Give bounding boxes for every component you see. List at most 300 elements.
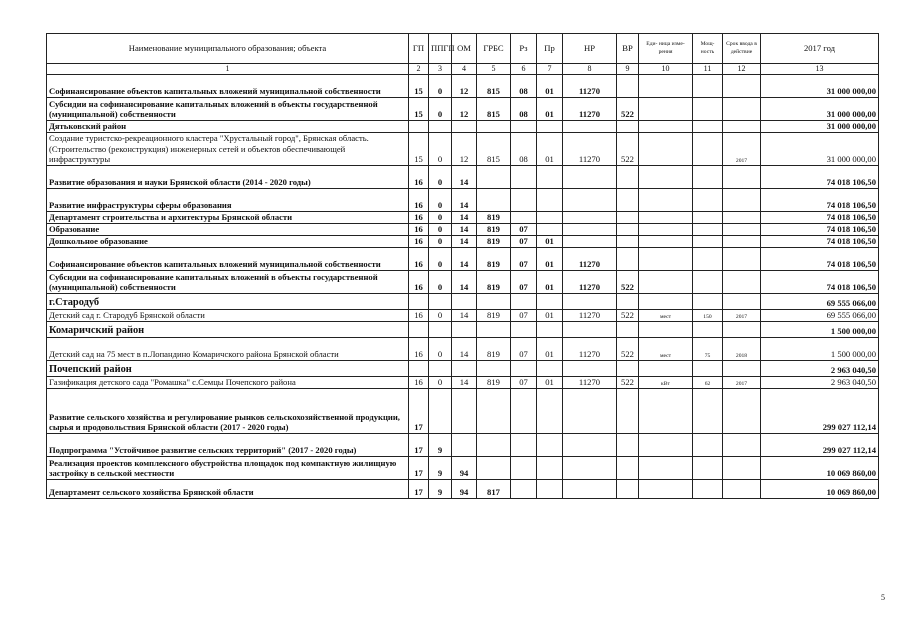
cell-grbs [477,322,511,338]
cell-pr [537,480,563,499]
cell-pr: 01 [537,310,563,322]
table-row [47,133,879,166]
row-name: Развитие сельского хозяйства и регулирование рынков сельскохозяйственной продукции, сырья и продовольствия Брянской области (2017 - 2020 годы) [47,389,409,434]
cell-power: 75 [693,338,723,361]
cell-vr [617,248,639,271]
cell-term [723,361,761,377]
cell-power [693,236,723,248]
header-pr: Пр [537,34,563,64]
cell-om: 14 [452,166,477,189]
cell-vr: 522 [617,377,639,389]
cell-om: 12 [452,75,477,98]
cell-pr [537,389,563,434]
row-name: Реализация проектов комплексного обустройства площадок под компактную жилищную застройку в сельской местности [47,457,409,480]
cell-unit [639,212,693,224]
cell-unit: кВт [639,377,693,389]
cell-np: 11270 [563,75,617,98]
cell-power [693,271,723,294]
cell-np [563,361,617,377]
cell-ppgp: 9 [429,434,452,457]
table-row [47,212,879,224]
cell-grbs: 815 [477,75,511,98]
row-name: Софинансирование объектов капитальных вложений муниципальной собственности [47,75,409,98]
table-row [47,98,879,121]
row-name: Дошкольное образование [47,236,409,248]
row-name: Детский сад на 75 мест в п.Лопандино Комаричского района Брянской области [47,338,409,361]
cell-om [452,361,477,377]
cell-np [563,389,617,434]
cell-grbs [477,121,511,133]
cell-ppgp: 0 [429,338,452,361]
cell-term: 2017 [723,133,761,166]
cell-power: 62 [693,377,723,389]
cell-pr [537,189,563,212]
cell-np [563,480,617,499]
cell-grbs [477,189,511,212]
cell-ppgp: 0 [429,166,452,189]
cell-om [452,121,477,133]
cell-amount: 31 000 000,00 [761,133,879,166]
cell-term: 2017 [723,310,761,322]
cell-ppgp: 0 [429,271,452,294]
cell-np [563,434,617,457]
cell-vr [617,480,639,499]
table-row [47,236,879,248]
cell-vr [617,294,639,310]
cell-amount: 31 000 000,00 [761,98,879,121]
table-row [47,480,879,499]
cell-amount: 74 018 106,50 [761,248,879,271]
cell-gp: 16 [409,377,429,389]
column-number: 8 [563,64,617,75]
column-number: 10 [639,64,693,75]
cell-rz: 07 [511,271,537,294]
cell-pr [537,121,563,133]
header-gp: ГП [409,34,429,64]
cell-unit: мест [639,338,693,361]
cell-vr [617,212,639,224]
table-row [47,389,879,434]
cell-gp [409,322,429,338]
cell-power [693,212,723,224]
cell-ppgp: 9 [429,457,452,480]
cell-rz: 07 [511,248,537,271]
cell-unit [639,166,693,189]
cell-vr [617,434,639,457]
cell-power [693,121,723,133]
cell-gp: 16 [409,224,429,236]
cell-grbs: 819 [477,377,511,389]
cell-gp: 17 [409,434,429,457]
cell-power [693,434,723,457]
cell-term [723,248,761,271]
column-number: 11 [693,64,723,75]
column-number-row [47,64,879,75]
cell-amount: 74 018 106,50 [761,224,879,236]
cell-power [693,98,723,121]
cell-om [452,389,477,434]
cell-gp: 15 [409,133,429,166]
cell-grbs: 819 [477,338,511,361]
cell-unit [639,389,693,434]
table-row [47,271,879,294]
table-row [47,248,879,271]
page-number: 5 [881,593,885,602]
header-year: 2017 год [761,34,879,64]
cell-vr: 522 [617,271,639,294]
cell-ppgp [429,322,452,338]
table-header-row [47,34,879,64]
cell-unit [639,322,693,338]
cell-rz [511,166,537,189]
cell-vr [617,236,639,248]
cell-term [723,75,761,98]
cell-vr [617,457,639,480]
cell-vr [617,389,639,434]
row-name: Субсидии на софинансирование капитальных вложений в объекты государственной (муниципальной) собственности [47,98,409,121]
cell-amount: 69 555 066,00 [761,310,879,322]
cell-vr: 522 [617,98,639,121]
cell-amount: 2 963 040,50 [761,361,879,377]
cell-rz [511,389,537,434]
cell-om: 14 [452,271,477,294]
cell-pr: 01 [537,75,563,98]
column-number: 12 [723,64,761,75]
cell-power [693,480,723,499]
cell-term: 2018 [723,338,761,361]
cell-gp [409,361,429,377]
cell-power [693,166,723,189]
cell-power [693,294,723,310]
row-name: Комаричский район [47,322,409,338]
table-row [47,361,879,377]
cell-rz: 07 [511,310,537,322]
column-number: 9 [617,64,639,75]
cell-ppgp: 0 [429,133,452,166]
cell-np [563,236,617,248]
row-name: Детский сад г. Стародуб Брянской области [47,310,409,322]
table-row [47,457,879,480]
cell-pr: 01 [537,377,563,389]
cell-term [723,457,761,480]
cell-gp [409,121,429,133]
table-row [47,166,879,189]
cell-gp: 16 [409,166,429,189]
column-number: 7 [537,64,563,75]
table-row [47,294,879,310]
cell-pr: 01 [537,236,563,248]
row-name: Развитие образования и науки Брянской области (2014 - 2020 годы) [47,166,409,189]
cell-term [723,294,761,310]
cell-term [723,322,761,338]
cell-rz [511,322,537,338]
table-row [47,75,879,98]
table-row [47,224,879,236]
cell-np [563,212,617,224]
cell-ppgp: 0 [429,75,452,98]
cell-ppgp: 9 [429,480,452,499]
cell-grbs: 819 [477,224,511,236]
cell-om [452,322,477,338]
cell-om: 14 [452,310,477,322]
cell-gp: 16 [409,212,429,224]
cell-grbs: 819 [477,310,511,322]
cell-unit [639,75,693,98]
header-term: Срок ввода в действие [723,34,761,64]
cell-rz [511,361,537,377]
cell-om: 12 [452,98,477,121]
row-name: Дятьковский район [47,121,409,133]
table-row [47,322,879,338]
header-np: НР [563,34,617,64]
cell-np [563,224,617,236]
cell-grbs: 817 [477,480,511,499]
cell-rz: 07 [511,377,537,389]
column-number: 1 [47,64,409,75]
cell-unit [639,480,693,499]
cell-rz: 07 [511,236,537,248]
cell-power [693,322,723,338]
cell-power [693,224,723,236]
cell-vr: 522 [617,133,639,166]
row-name: Департамент строительства и архитектуры Брянской области [47,212,409,224]
cell-vr [617,361,639,377]
cell-amount: 299 027 112,14 [761,434,879,457]
cell-power [693,133,723,166]
cell-term [723,434,761,457]
cell-np: 11270 [563,310,617,322]
cell-pr [537,457,563,480]
cell-gp: 17 [409,457,429,480]
cell-unit [639,434,693,457]
cell-amount: 10 069 860,00 [761,480,879,499]
cell-rz: 07 [511,338,537,361]
cell-power [693,189,723,212]
cell-unit [639,271,693,294]
cell-gp: 16 [409,248,429,271]
cell-term [723,121,761,133]
cell-np: 11270 [563,338,617,361]
cell-amount: 74 018 106,50 [761,166,879,189]
cell-unit [639,224,693,236]
cell-amount: 74 018 106,50 [761,212,879,224]
column-number: 4 [452,64,477,75]
cell-term [723,212,761,224]
cell-pr: 01 [537,271,563,294]
cell-amount: 74 018 106,50 [761,189,879,212]
cell-rz [511,480,537,499]
header-ppgp: ППГП [429,34,452,64]
cell-pr [537,322,563,338]
cell-unit [639,457,693,480]
header-vr: ВР [617,34,639,64]
cell-term [723,166,761,189]
row-name: Софинансирование объектов капитальных вложений муниципальной собственности [47,248,409,271]
cell-om: 94 [452,480,477,499]
cell-pr [537,166,563,189]
cell-pr: 01 [537,98,563,121]
cell-unit [639,189,693,212]
cell-amount: 10 069 860,00 [761,457,879,480]
cell-ppgp [429,361,452,377]
cell-term [723,389,761,434]
cell-om: 14 [452,248,477,271]
budget-table [46,33,879,499]
cell-rz [511,434,537,457]
cell-np: 11270 [563,271,617,294]
cell-pr [537,224,563,236]
cell-np: 11270 [563,248,617,271]
cell-ppgp: 0 [429,236,452,248]
cell-power: 150 [693,310,723,322]
cell-vr [617,189,639,212]
cell-amount: 74 018 106,50 [761,236,879,248]
cell-om: 14 [452,377,477,389]
table-row [47,434,879,457]
column-number: 2 [409,64,429,75]
cell-amount: 31 000 000,00 [761,121,879,133]
cell-grbs [477,294,511,310]
header-om: ОМ [452,34,477,64]
cell-gp: 17 [409,389,429,434]
cell-gp: 17 [409,480,429,499]
row-name: Создание туристско-рекреационного кластера "Хрустальный город", Брянская область. (Строительство (реконструкция) инженерных сетей и объектов обеспечивающей инфраструктуры [47,133,409,166]
cell-rz: 08 [511,133,537,166]
cell-rz [511,121,537,133]
cell-ppgp: 0 [429,377,452,389]
cell-om: 12 [452,133,477,166]
cell-pr: 01 [537,133,563,166]
column-number: 3 [429,64,452,75]
cell-term [723,480,761,499]
header-unit: Еди- ница изме- рения [639,34,693,64]
cell-np [563,121,617,133]
cell-gp: 16 [409,189,429,212]
row-name: Почепский район [47,361,409,377]
table-row [47,189,879,212]
cell-om [452,434,477,457]
cell-gp: 15 [409,75,429,98]
header-name: Наименование муниципального образования; объекта [47,34,409,64]
cell-ppgp: 0 [429,212,452,224]
cell-ppgp [429,121,452,133]
cell-rz: 07 [511,224,537,236]
cell-pr [537,434,563,457]
cell-grbs: 819 [477,271,511,294]
cell-np [563,294,617,310]
cell-rz [511,189,537,212]
cell-vr [617,322,639,338]
cell-vr: 522 [617,310,639,322]
cell-pr: 01 [537,338,563,361]
table-row [47,338,879,361]
cell-gp: 16 [409,236,429,248]
cell-grbs: 819 [477,212,511,224]
table-row [47,121,879,133]
cell-np: 11270 [563,377,617,389]
table-row [47,377,879,389]
cell-gp [409,294,429,310]
row-name: Газификация детского сада "Ромашка" с.Семцы Почепского района [47,377,409,389]
cell-unit [639,294,693,310]
column-number: 6 [511,64,537,75]
cell-unit [639,133,693,166]
cell-power [693,75,723,98]
cell-om: 94 [452,457,477,480]
cell-amount: 31 000 000,00 [761,75,879,98]
header-grbs: ГРБС [477,34,511,64]
cell-grbs [477,166,511,189]
cell-om: 14 [452,224,477,236]
cell-power [693,389,723,434]
cell-rz: 08 [511,75,537,98]
cell-om [452,294,477,310]
header-rz: Рз [511,34,537,64]
row-name: Подпрограмма "Устойчивое развитие сельских территорий" (2017 - 2020 годы) [47,434,409,457]
cell-grbs [477,361,511,377]
cell-np: 11270 [563,133,617,166]
cell-rz [511,457,537,480]
cell-amount: 74 018 106,50 [761,271,879,294]
cell-power [693,361,723,377]
cell-unit [639,248,693,271]
cell-om: 14 [452,189,477,212]
cell-unit [639,121,693,133]
cell-unit: мест [639,310,693,322]
row-name: г.Стародуб [47,294,409,310]
cell-unit [639,98,693,121]
row-name: Развитие инфраструктуры сферы образования [47,189,409,212]
cell-vr [617,166,639,189]
row-name: Департамент сельского хозяйства Брянской области [47,480,409,499]
header-power: Мощ- ность [693,34,723,64]
cell-ppgp: 0 [429,310,452,322]
table-row [47,310,879,322]
row-name: Образование [47,224,409,236]
cell-amount: 1 500 000,00 [761,338,879,361]
cell-vr [617,224,639,236]
cell-grbs: 819 [477,248,511,271]
cell-np [563,322,617,338]
column-number: 5 [477,64,511,75]
cell-vr [617,121,639,133]
cell-amount: 299 027 112,14 [761,389,879,434]
cell-amount: 2 963 040,50 [761,377,879,389]
cell-grbs: 815 [477,98,511,121]
cell-rz [511,294,537,310]
cell-pr [537,212,563,224]
cell-ppgp: 0 [429,98,452,121]
cell-np [563,457,617,480]
table-body [47,75,879,499]
cell-ppgp: 0 [429,224,452,236]
cell-unit [639,236,693,248]
cell-gp: 16 [409,310,429,322]
cell-gp: 16 [409,271,429,294]
cell-grbs [477,457,511,480]
cell-vr [617,75,639,98]
cell-pr: 01 [537,248,563,271]
cell-np [563,189,617,212]
cell-unit [639,361,693,377]
row-name: Субсидии на софинансирование капитальных вложений в объекты государственной (муниципальной) собственности [47,271,409,294]
cell-grbs [477,434,511,457]
cell-ppgp [429,389,452,434]
cell-power [693,457,723,480]
column-number: 13 [761,64,879,75]
cell-pr [537,294,563,310]
cell-term [723,271,761,294]
